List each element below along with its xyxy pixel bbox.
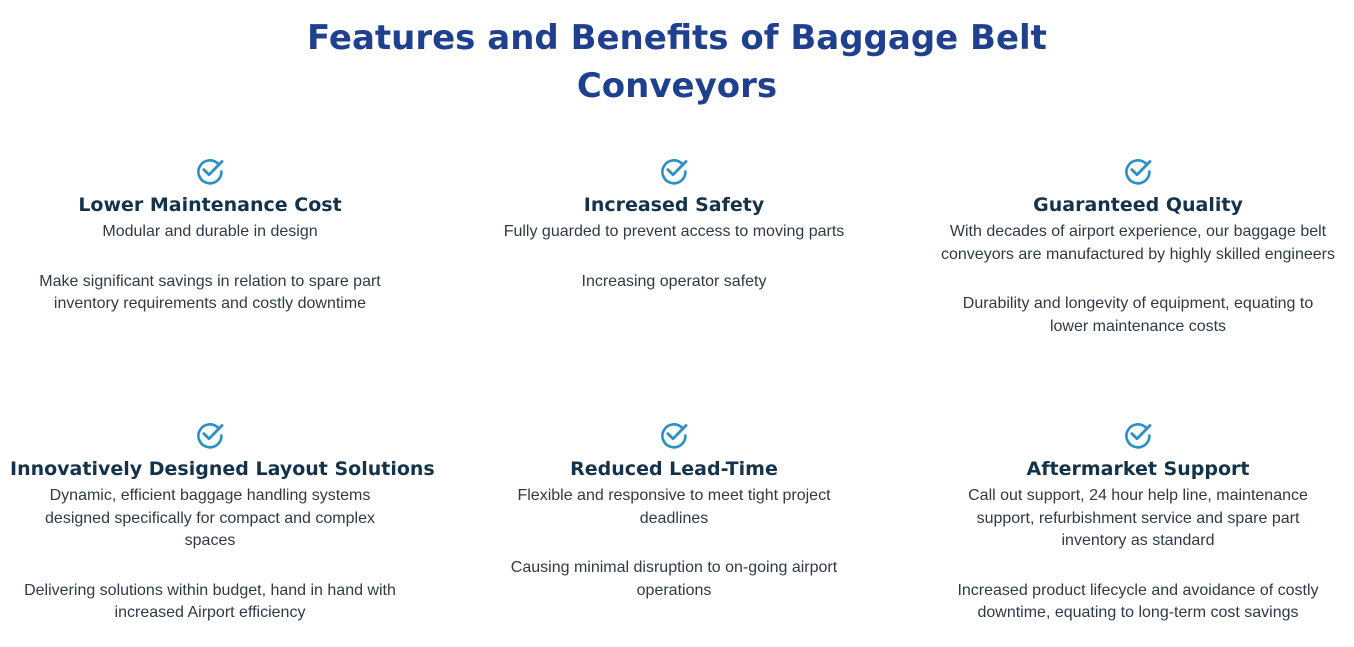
feature-heading: Guaranteed Quality bbox=[1033, 194, 1243, 216]
feature-point: Flexible and responsive to meet tight project deadlines bbox=[517, 487, 831, 527]
feature-point: Increasing operator safety bbox=[581, 272, 767, 290]
page-title-line-2: Conveyors bbox=[576, 66, 778, 106]
page-title bbox=[0, 14, 1354, 110]
feature-point: Modular and durable in design bbox=[102, 223, 318, 240]
feature-point: Delivering solutions within budget, hand in hand with increased Airport efficiency bbox=[24, 581, 396, 621]
page-title-line-1: Features and Benefits of Baggage Belt bbox=[307, 18, 1047, 58]
feature-card-guaranteed-quality bbox=[938, 155, 1338, 338]
check-circle-icon bbox=[195, 419, 225, 449]
feature-point: With decades of airport experience, our baggage belt conveyors are manufactured by highly skilled engineers bbox=[941, 223, 1335, 263]
check-circle-icon bbox=[1123, 155, 1153, 185]
check-circle-icon bbox=[195, 155, 225, 185]
feature-point: Call out support, 24 hour help line, maintenance support, refurbishment service and spare part inventory as standard bbox=[968, 487, 1308, 549]
check-circle-icon bbox=[659, 155, 689, 185]
feature-card-reduced-lead-time bbox=[474, 419, 874, 602]
check-circle-icon bbox=[659, 419, 689, 449]
feature-point: Increased product lifecycle and avoidance of costly downtime, equating to long-term cost savings bbox=[957, 581, 1319, 621]
feature-card-increased-safety bbox=[474, 155, 874, 293]
feature-point: Fully guarded to prevent access to moving parts bbox=[503, 223, 845, 240]
feature-point: Make significant savings in relation to spare part inventory requirements and costly downtime bbox=[39, 272, 381, 312]
feature-point: Dynamic, efficient baggage handling systems designed specifically for compact and complex spaces bbox=[45, 487, 375, 549]
feature-card-lower-maintenance-cost bbox=[10, 155, 410, 316]
feature-heading: Reduced Lead-Time bbox=[570, 458, 778, 480]
feature-heading: Increased Safety bbox=[583, 194, 765, 216]
feature-heading: Lower Maintenance Cost bbox=[78, 194, 342, 216]
check-circle-icon bbox=[1123, 419, 1153, 449]
feature-card-innovatively-designed-layout-solutions bbox=[10, 419, 435, 625]
feature-card-aftermarket-support bbox=[938, 419, 1338, 625]
feature-point: Durability and longevity of equipment, equating to lower maintenance costs bbox=[962, 295, 1314, 335]
feature-heading: Aftermarket Support bbox=[1026, 458, 1250, 480]
feature-heading: Innovatively Designed Layout Solutions bbox=[10, 458, 435, 480]
feature-point: Causing minimal disruption to on-going airport operations bbox=[510, 559, 838, 599]
